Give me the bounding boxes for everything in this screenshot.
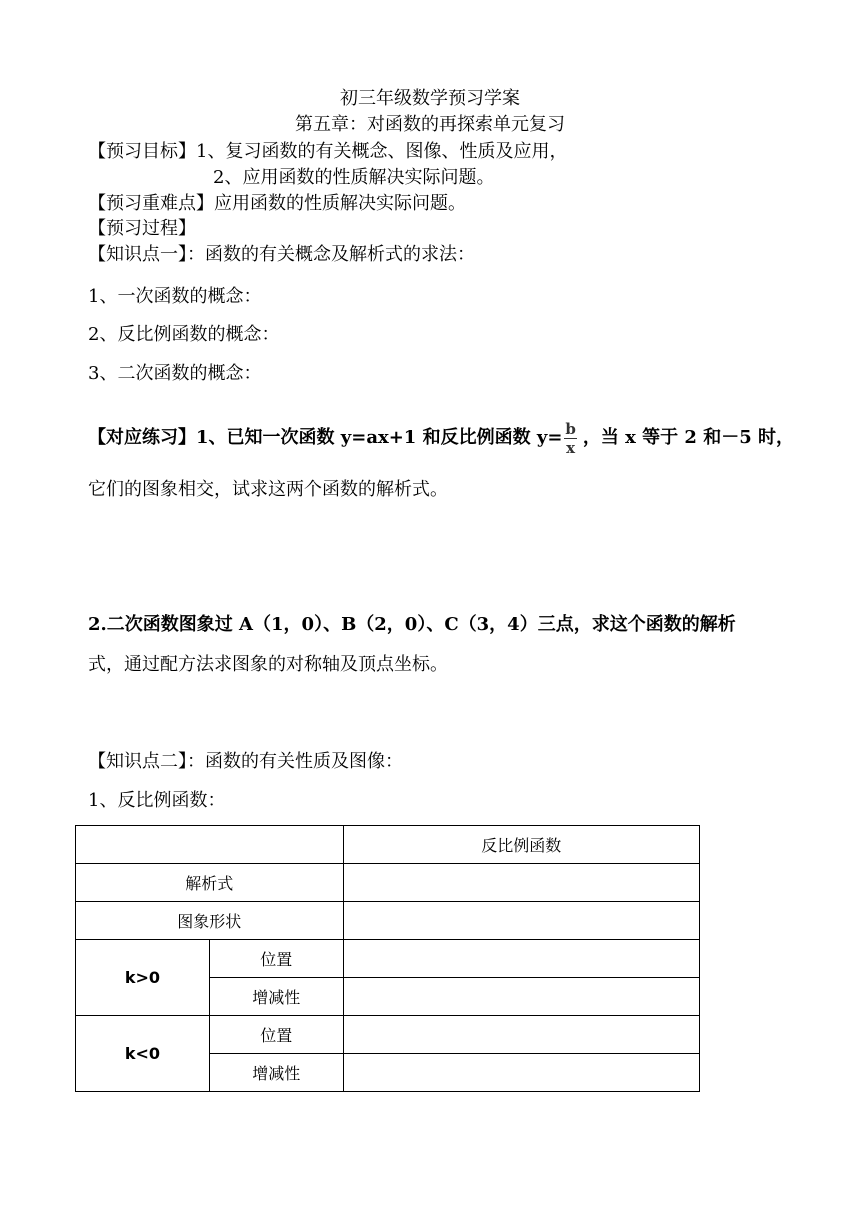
table-row [76,826,700,864]
table-row [76,864,700,902]
row-label-monotonic: 增减性 [209,1054,343,1092]
chapter-subtitle: 第五章：对函数的再探索单元复习 [295,114,565,135]
answer-cell [343,902,699,940]
knowledge-1-item-3: 3、二次函数的概念： [88,363,262,384]
fraction-numerator: b [565,419,576,438]
row-label-monotonic: 增减性 [209,978,343,1016]
knowledge-1-item-1: 1、一次函数的概念： [88,286,262,307]
exercise-2-line-1: 2.二次函数图象过 A（1，0）、B（2，0）、C（3，4）三点，求这个函数的解析 [88,614,736,635]
answer-cell [343,978,699,1016]
row-label-position: 位置 [209,1016,343,1054]
process-heading: 【预习过程】 [88,218,196,239]
knowledge-1-heading: 【知识点一】：函数的有关概念及解析式的求法： [88,244,475,265]
exercise-1-line-1 [88,418,794,458]
knowledge-2-item-1: 1、反比例函数： [88,790,226,811]
exercise-1-suffix: ，当 x 等于 2 和－5 时， [582,427,795,448]
goals-line-2: 2、应用函数的性质解决实际问题。 [213,167,495,188]
fraction-denominator: x [566,438,576,457]
page-title: 初三年级数学预习学案 [340,88,520,109]
fraction-b-over-x [564,419,577,457]
knowledge-1-item-2: 2、反比例函数的概念： [88,324,280,345]
k-negative-label: k<0 [76,1016,210,1092]
table-corner-cell [76,826,344,864]
table-row [76,1016,700,1054]
row-label-position: 位置 [209,940,343,978]
row-label-expression: 解析式 [76,864,344,902]
k-positive-label: k>0 [76,940,210,1016]
answer-cell [343,864,699,902]
answer-cell [343,940,699,978]
answer-cell [343,1054,699,1092]
exercise-1-prefix: 【对应练习】1、已知一次函数 y=ax+1 和反比例函数 y= [88,427,563,448]
key-points: 【预习重难点】应用函数的性质解决实际问题。 [88,193,466,214]
exercise-1-line-2: 它们的图象相交，试求这两个函数的解析式。 [88,479,448,500]
exercise-2-line-2: 式，通过配方法求图象的对称轴及顶点坐标。 [88,654,448,675]
goals-line-1: 【预习目标】1、复习函数的有关概念、图像、性质及应用， [88,141,568,162]
table-header-cell: 反比例函数 [343,826,699,864]
table-row [76,940,700,978]
inverse-function-table [75,825,700,1092]
knowledge-2-heading: 【知识点二】：函数的有关性质及图像： [88,751,403,772]
row-label-shape: 图象形状 [76,902,344,940]
answer-cell [343,1016,699,1054]
table-row [76,902,700,940]
